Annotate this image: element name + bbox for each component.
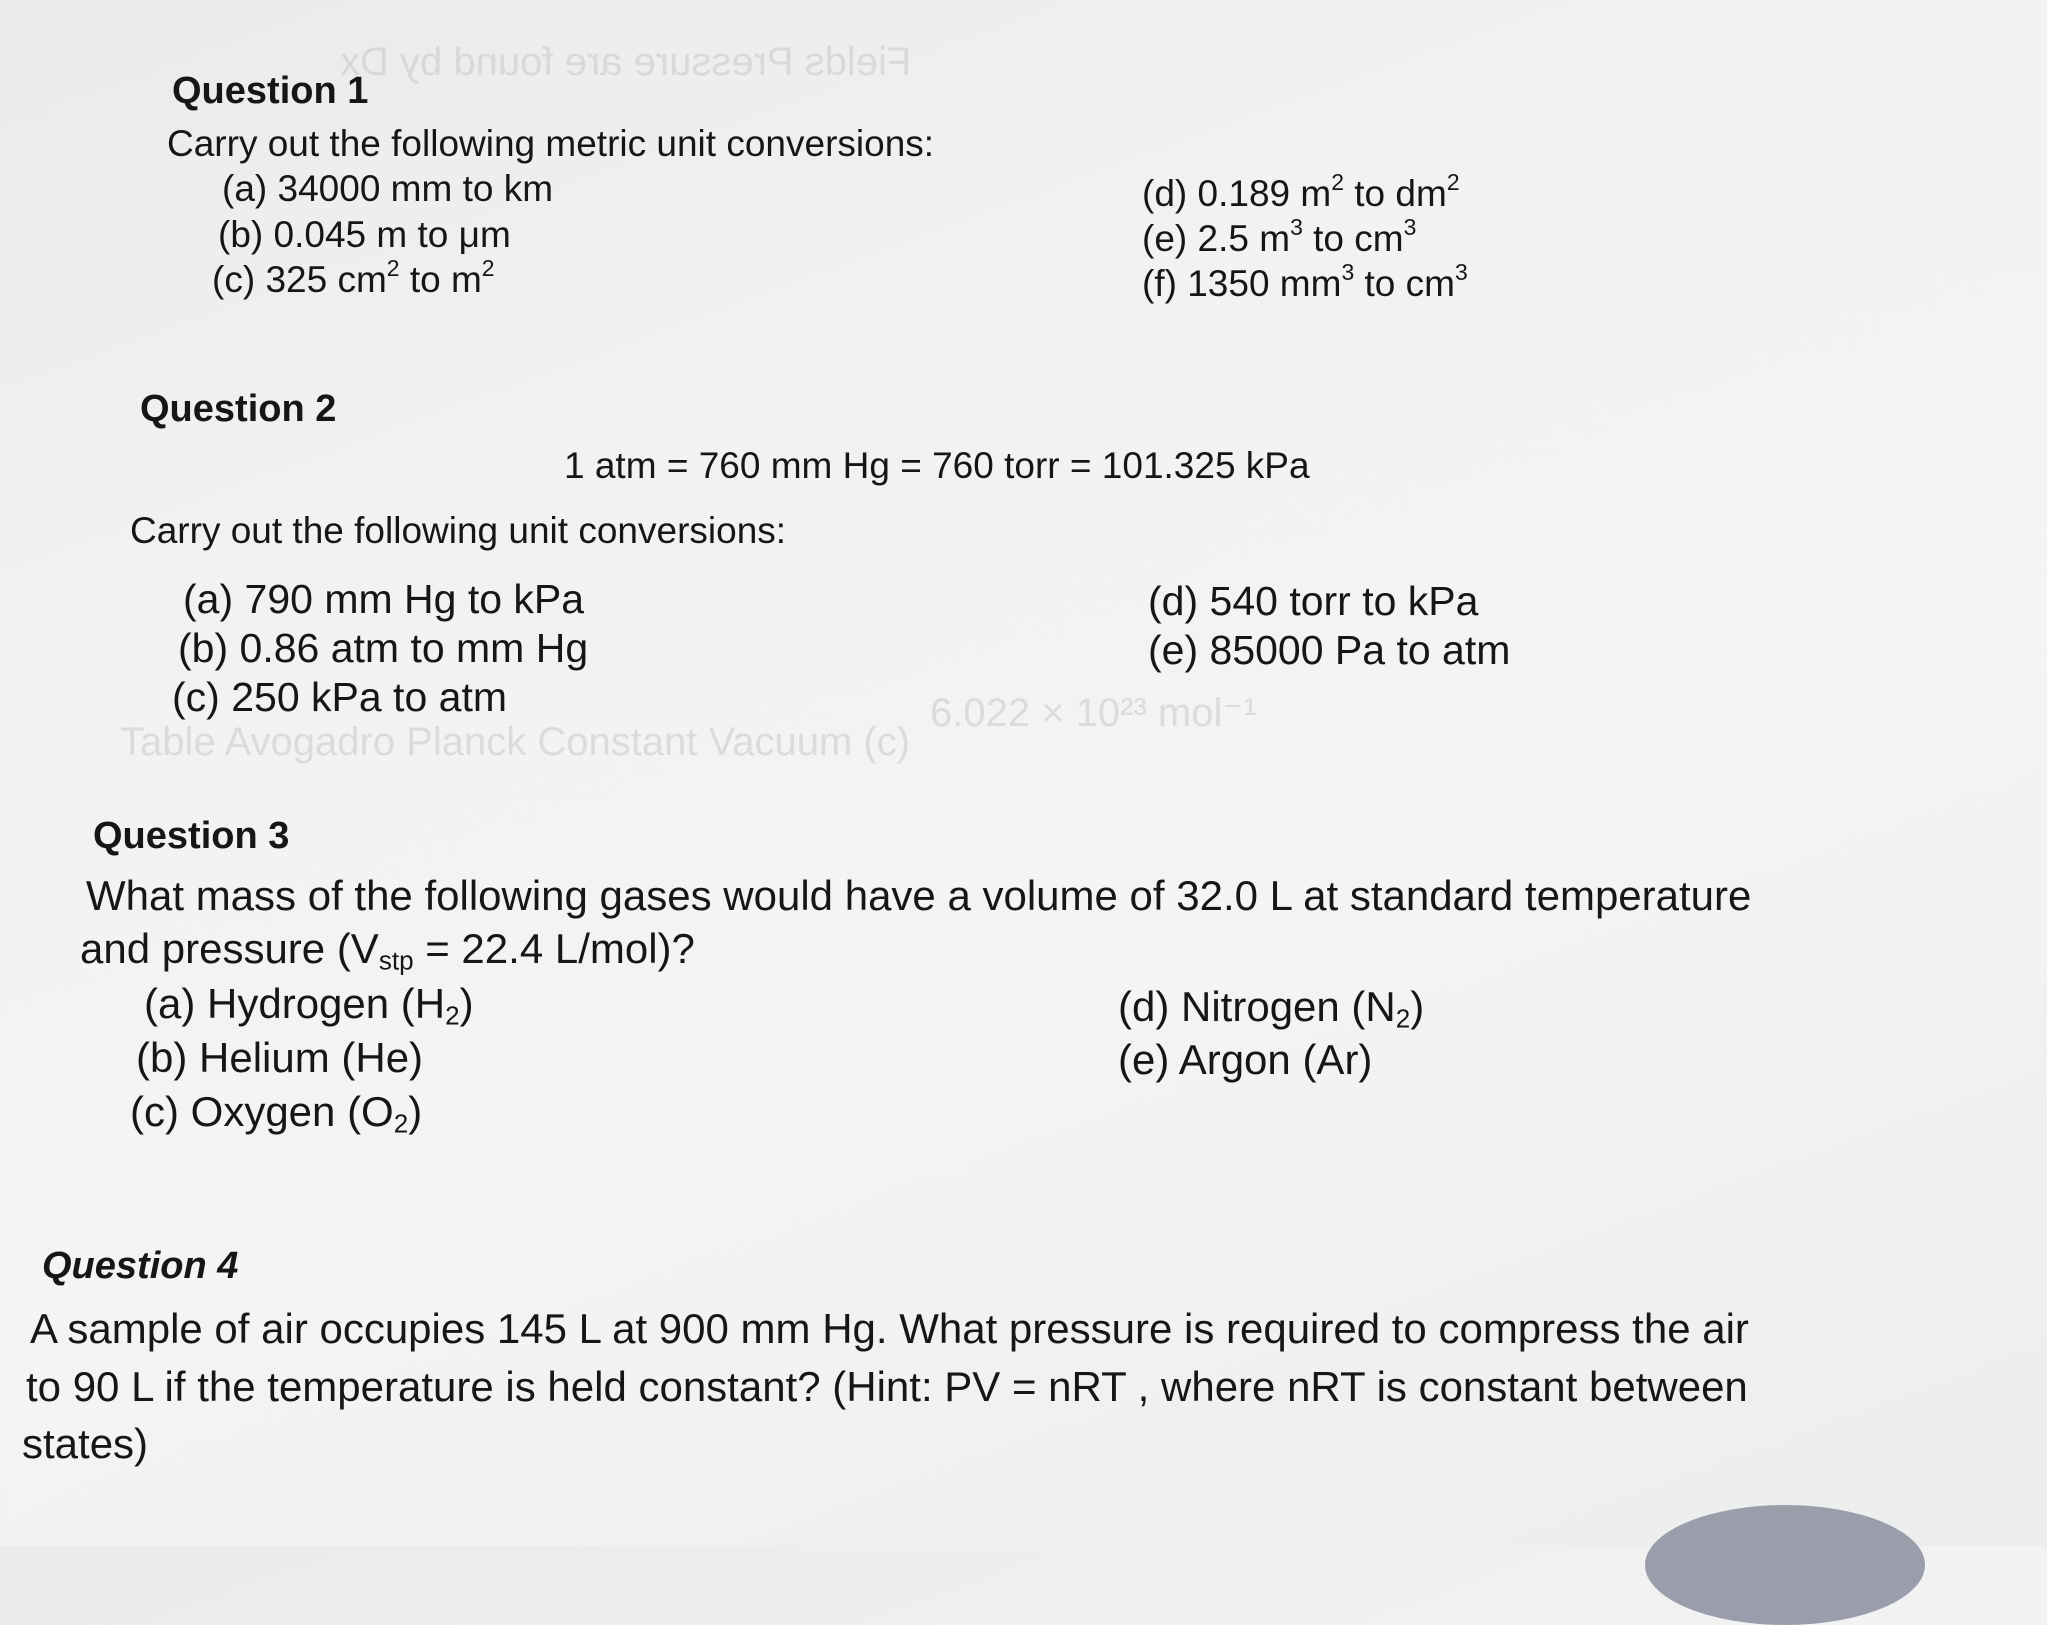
question-3-line-2: and pressure ($V_{stp} = 22.4$ L/mol)?: [80, 925, 695, 976]
bleed-through-text: Fields Pressure are found by Dx: [340, 40, 912, 84]
question-3-title: Question 3: [93, 815, 290, 857]
q2-item-a: (a) 790 mm Hg to kPa: [183, 576, 585, 622]
pressure-equivalence: 1 atm = 760 mm Hg = 760 torr = 101.325 kPa: [564, 445, 1310, 486]
question-2-intro: Carry out the following unit conversions:: [130, 510, 787, 551]
q3-item-b: (b) Helium (He): [136, 1034, 424, 1081]
question-1-title: Question 1: [172, 70, 369, 112]
question-4-line-2: to 90 L if the temperature is held constant? (Hint: PV = nRT , where nRT is constant between: [26, 1363, 1748, 1410]
question-3-line-1: What mass of the following gases would have a volume of 32.0 L at standard temperature: [86, 872, 1752, 919]
q1-item-c: (c) 325 $cm^2$ to $m^2$: [212, 254, 495, 300]
q3-item-d: (d) Nitrogen $(N_2)$: [1118, 983, 1425, 1034]
q1-item-e: (e) 2.5 $m^3$ to $cm^3$: [1142, 213, 1417, 259]
bleed-through-text: Table Avogadro Planck Constant Vacuum (c): [120, 720, 911, 764]
question-4-line-3: states): [22, 1420, 149, 1467]
q1-item-d: (d) 0.189 $m^2$ to $dm^2$: [1142, 168, 1460, 214]
q2-item-e: (e) 85000 Pa to atm: [1148, 627, 1511, 673]
q3-item-a: (a) Hydrogen $(H_2)$: [144, 980, 474, 1031]
q1-item-f: (f) 1350 $mm^3$ to $cm^3$: [1142, 258, 1468, 304]
q1-item-b: (b) 0.045 m to μm: [218, 214, 511, 255]
q3-item-c: (c) Oxygen $(O_2)$: [130, 1088, 423, 1139]
q2-item-c: (c) 250 kPa to atm: [172, 674, 507, 720]
q3-item-e: (e) Argon (Ar): [1118, 1036, 1373, 1083]
question-4-line-1: A sample of air occupies 145 L at 900 mm Hg. What pressure is required to compress the air: [30, 1305, 1749, 1352]
question-1-intro: Carry out the following metric unit conversions:: [167, 123, 935, 164]
question-4-title: Question 4: [42, 1245, 239, 1287]
shadow-blob: [1645, 1505, 1925, 1625]
q2-item-b: (b) 0.86 atm to mm Hg: [178, 625, 589, 671]
q1-item-a: (a) 34000 mm to km: [222, 168, 554, 209]
bleed-through-text: 6.022 × 10²³ mol⁻¹: [930, 691, 1257, 735]
question-2-title: Question 2: [140, 388, 337, 430]
q2-item-d: (d) 540 torr to kPa: [1148, 578, 1479, 624]
